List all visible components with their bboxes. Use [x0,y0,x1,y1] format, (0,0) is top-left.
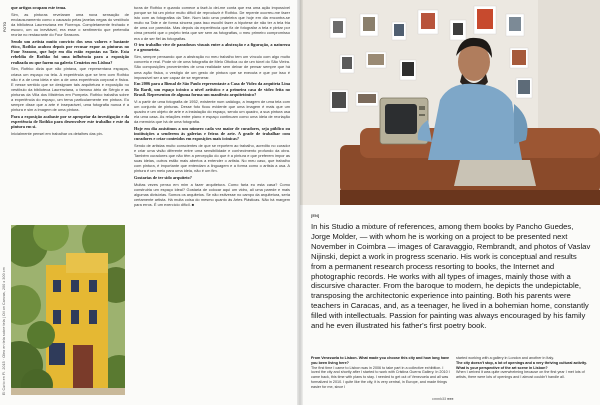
english-column-1 [311,356,451,390]
page-label: FOTO [3,21,7,32]
building-photo [11,225,125,395]
language-tag: [EN] [311,213,320,218]
answer: Sendo de artistas muito conscientes de que se reportem ao trabalho, acredito no curador e criar uma visão diferente entre uma sensibilidade e conhecimento profundo da obra. Também curadores que não têm a percepção do que é a pintura e que preferem impor as suas ideias, outros estão mais abertos a entender o artista. No meu caso, que trabalho com pintura, é importante que entendam a linguagem e a forma como o artista a usa. A pintura é um meio para uma ideia, não é um fim. [134,142,290,174]
left-column-2 [134,5,290,209]
portrait-illustration [300,0,600,205]
answer: Sim, Rothko dizia que não pintava, que representava espaços, criava um espaço na tela. A experiência que se tem com Rothko não é a de uma ideia e sim a de uma experiência corporal e física. E nesse sentido que se designam tais arquitetura e exposição no vestíbulo da biblioteca Laurenziana, o famoso átrio de Sérgio e as pinturas da Villa dos Mistérios em Pompeia. Rothko trabalha sobre a experiência do espaço, um tema particularmente em pintura. Eu sempre disse que a arte é inseparável, uma fotografia nunca é a pintura e sim a imagem de uma pintura. [11,66,129,113]
answer: Sim, as pinturas revelaram uma nova sensação de enclausuramento como o causado pelas janelas negas do vestíbulo da biblioteca Laurenziana em Florença. Completamente fechado e escuro, um ou inevitável, era esse o sentimento que pretendia recriar no restaurante do Four Seasons. [11,11,129,38]
answer: When I arrived it was quite overwhelming because on the first year I met lots of artists, there were lots of openings and I almost couldn't handle all. [456,370,585,380]
question: O teu trabalho vive de paradoxos visuais entre a abstração e a figuração, a natureza e a geometria. [134,42,290,53]
question: Gostarias de ter sido arquiteto? [134,174,192,180]
answer-text: Muitas vezes penso em mim a fazer arquitetura. Como faria eu esta casa? Como construiria um espaço ideal? Gostaria de colocar aqui um vidro, ali uma parede e mais algumas divisórias. Somos os arquitetos. Se não estivesse no campo da arquitetura, seria certamente artista. Há muita coisa do mesmo quanto às Artes Plásticas. Não há margem para erros. É um exercício difícil. [134,181,290,208]
page-gutter [297,0,303,405]
answer: started working with a gallery in London and another in Italy. [456,356,554,360]
answer: The first time I came to Lisbon was in 2006 to take part in a collective exhibition. I loved the city and shortly after I started to work with Cristina Guerra Gallery. In 2010 I came back, this time with plans to stay. I needed to get out of Venezuela and all was formalized in 2010. I quite like the city, it is very central, in Europe, and made things easier for me, since I [311,365,450,389]
english-column-2 [456,356,596,380]
answer [134,182,290,207]
building-illustration [11,225,125,395]
question: Para a exposição acabaste por se apropriar da investigação e da experiência de Rothko para desenvolver este trabalho e este da pintura em si. [11,113,129,130]
english-intro: In his Studio a mixture of references, among them books by Pancho Guedes, Jorge Molder, — with whom he is working on a project to be presented next November in Coimbra — images of Caravaggio, Rembrandt, and photos of Vaslav Nijinski, depict a work in progress scenario. His work is conceptual and results from a permanent research process resorting to books, the Internet and photographic records. He works with all types of images, mainly those with a discursive character. From the baroque to modern, he depicts the undepictable, transposing the architectonic experience into painting. Both his parents were teachers in Caracas, and, as a teenager, he lived in a bohemian home, constantly filled with intellectuals. Passion for painting was always encouraged by his family and he even illustrated his father's first poetry book. [311,222,591,331]
artist-portrait-photo [300,0,600,205]
question: Sendo um artista muito convicto dos seus valores e bastante ético, Rothko acabou depois por recusar expor as pinturas no Four Seasons, que hoje em dia estão expostas na Tate. Esta rebeldia de Rothko foi uma influência para a exposição realizada ou que fazem na galeria Cenários em Lisboa? [11,38,129,65]
left-column-1 [11,5,129,138]
question: Hoje em dia assistimos a um número cada vez maior de curadores, seja público ou instituições a senderem às galerias e feiras de arte. A grade de trabalhar com curadores e criar conteúdos em exposições mais icónicas? [134,125,290,141]
side-credit: El Curio en Fl. 2015 · Oleo en tela sobre tela | Oil on Canvas, 200 x 300 cm [2,267,6,395]
answer: turas de Rothko e quando comece a fazê-lo dei-me conta que era uma ação impossível porque se há um pintor muito difícil de reproduzir é Rothko. De repente ocorreu-me fazer isto com as fotografias da Tate. Num lado uma prateleira que hoje em dia encontra-se muito na Tate e de forma sincera para isso escolhi fazer a hipotese de não ter a tela fria de uma cor parecida. Mas depois da experiência que fiz de fotografar a tela e pintar por cima percebi que o projeto teria que ser sem as fotografias, o meu primeiro compromisso era o de ser fiel às fotografias. [134,5,290,41]
answer: Sim, sempre pensando que a abstração no meu trabalho tem um vínculo com algo muito concreto e real. Pode vir de uma fotografia de Melo Ottolica ou de um túnel do São Vieira. São composições provenientes de uma realidade sem deixar de pensar sempre que há uma ação física, o vestígio de um gesto de pintura que se executa e que por isso é impossível ser a ser capaz de se regenerar. [134,54,290,80]
question: que artigos ocupam este tema. [11,5,67,10]
right-page [300,0,600,405]
question: From Venezuela to Lisbon. What made you choose this city and how long have you been living here? [311,356,450,365]
question: The city doesn't stop, a lot of openings and a very thriving cultural activity. What is your perspective of the art scene in Lisbon? [456,360,587,370]
question: Em 2006 para a Bienal de São Paulo representaste a Casa de Vidro da arquiteta Lina Bo Bardi, um espaço icónico a nível artístico e a primeira casa de vidro feita no Brasil. Representou de alguma forma um manifesto arquitetónico? [134,81,290,97]
end-mark: ■ [191,202,195,208]
folio: cmmk33 ■■■ [432,397,454,401]
answer: Vi a partir de uma fotografia de 1952, existente num catálogo, a imagem de uma tela com um conjunto de pinturas. Desse foto ficou evidente que uma imagem é mais que um quadro e um objeto de arte e a instalação do espaço, sendo um quadro, a sua pintura usa ela uma casa. As relações entre plano e espaço continuam como uma ideia de recriação da memória que há de uma fotografia. [134,98,290,124]
answer: Inicialmente pensei em trabalhar os detalhes das pin- [11,131,104,137]
